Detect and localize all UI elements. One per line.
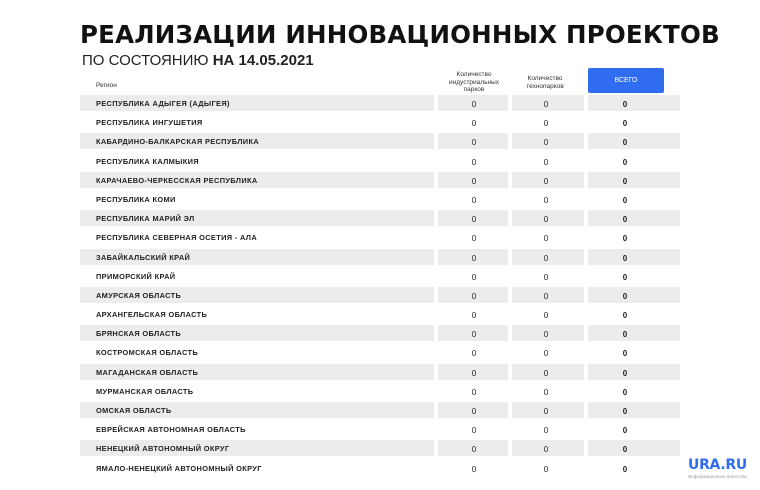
table-row [80, 267, 680, 286]
total-value: 0 [622, 138, 628, 148]
region-name: ОМСКАЯ ОБЛАСТЬ [96, 406, 172, 415]
cell-divider [508, 325, 512, 341]
cell-divider [434, 402, 438, 418]
technoparks-value: 0 [543, 272, 549, 282]
total-value: 0 [622, 253, 628, 263]
table-row [80, 209, 680, 228]
cell-divider [584, 268, 588, 284]
cell-divider [584, 172, 588, 188]
cell-divider [584, 210, 588, 226]
cell-divider [584, 95, 588, 111]
industrial-parks-value: 0 [471, 311, 477, 321]
technoparks-value: 0 [543, 119, 549, 129]
industrial-parks-value: 0 [471, 215, 477, 225]
region-name: БРЯНСКАЯ ОБЛАСТЬ [96, 329, 182, 339]
total-value: 0 [622, 426, 628, 436]
cell-divider [434, 344, 438, 360]
cell-divider [508, 344, 512, 360]
region-name: АРХАНГЕЛЬСКАЯ ОБЛАСТЬ [96, 310, 208, 320]
page-title: РЕАЛИЗАЦИИ ИННОВАЦИОННЫХ ПРОЕКТОВ [80, 20, 720, 49]
cell-divider [434, 114, 438, 130]
brand-tagline: Информационное агентство [688, 474, 748, 479]
technoparks-value: 0 [543, 253, 549, 263]
cell-divider [508, 95, 512, 111]
industrial-parks-value: 0 [471, 100, 477, 109]
cell-divider [508, 210, 512, 226]
cell-divider [508, 172, 512, 188]
technoparks-value: 0 [543, 330, 549, 340]
cell-divider [434, 268, 438, 284]
region-name: РЕСПУБЛИКА СЕВЕРНАЯ ОСЕТИЯ - АЛА [96, 233, 258, 243]
cell-divider [584, 325, 588, 341]
cell-divider [584, 287, 588, 303]
industrial-parks-value: 0 [471, 291, 477, 301]
industrial-parks-value: 0 [471, 253, 477, 263]
industrial-parks-value: 0 [471, 176, 477, 186]
industrial-parks-value: 0 [471, 119, 477, 129]
region-name: ЯМАЛО-НЕНЕЦКИЙ АВТОНОМНЫЙ ОКРУГ [96, 463, 262, 473]
table-row [80, 439, 680, 458]
total-value: 0 [622, 176, 628, 186]
technoparks-value: 0 [543, 368, 549, 378]
cell-divider [508, 402, 512, 418]
table-row [80, 286, 680, 305]
cell-divider [434, 364, 438, 380]
region-name: РЕСПУБЛИКА ИНГУШЕТИЯ [96, 118, 203, 128]
industrial-parks-value: 0 [471, 445, 477, 455]
cell-divider [584, 229, 588, 245]
cell-divider [584, 153, 588, 169]
total-value: 0 [622, 119, 628, 129]
cell-divider [508, 133, 512, 149]
cell-divider [508, 383, 512, 399]
table-row [80, 190, 680, 209]
table-row [80, 420, 680, 439]
cell-divider [508, 306, 512, 322]
technoparks-value: 0 [543, 157, 549, 167]
subtitle-prefix: ПО СОСТОЯНИЮ [82, 52, 213, 69]
cell-divider [434, 210, 438, 226]
cell-divider [508, 153, 512, 169]
technoparks-value: 0 [543, 387, 549, 397]
region-name: ЕВРЕЙСКАЯ АВТОНОМНАЯ ОБЛАСТЬ [96, 425, 246, 435]
cell-divider [508, 268, 512, 284]
cell-divider [434, 440, 438, 456]
cell-divider [508, 114, 512, 130]
table-row [80, 305, 680, 324]
table-row [80, 324, 680, 343]
industrial-parks-value: 0 [471, 330, 477, 340]
technoparks-value: 0 [543, 445, 549, 455]
technoparks-value: 0 [543, 100, 549, 109]
table-row [80, 382, 680, 401]
region-name: ЗАБАЙКАЛЬСКИЙ КРАЙ [96, 252, 191, 262]
table-row [80, 459, 680, 478]
table-row [80, 132, 680, 151]
region-name: РЕСПУБЛИКА КАЛМЫКИЯ [96, 156, 199, 166]
cell-divider [584, 344, 588, 360]
industrial-parks-value: 0 [471, 387, 477, 397]
cell-divider [508, 364, 512, 380]
industrial-parks-value: 0 [471, 157, 477, 167]
cell-divider [434, 325, 438, 341]
cell-divider [434, 421, 438, 437]
cell-divider [434, 287, 438, 303]
region-name: АМУРСКАЯ ОБЛАСТЬ [96, 290, 182, 300]
cell-divider [584, 421, 588, 437]
subtitle-date: НА 14.05.2021 [212, 52, 314, 69]
table-row [80, 248, 680, 267]
technoparks-value: 0 [543, 349, 549, 359]
cell-divider [584, 191, 588, 207]
total-value: 0 [622, 311, 628, 321]
total-value: 0 [622, 445, 628, 455]
total-value: 0 [622, 215, 628, 225]
total-value: 0 [622, 100, 628, 109]
technoparks-value: 0 [543, 291, 549, 301]
total-value: 0 [622, 349, 628, 359]
table-row [80, 94, 680, 113]
page-subtitle [82, 52, 314, 69]
cell-divider [584, 249, 588, 265]
region-name: ПРИМОРСКИЙ КРАЙ [96, 271, 176, 281]
technoparks-value: 0 [543, 464, 549, 474]
cell-divider [434, 153, 438, 169]
region-name: РЕСПУБЛИКА КОМИ [96, 194, 176, 204]
region-name: НЕНЕЦКИЙ АВТОНОМНЫЙ ОКРУГ [96, 444, 230, 454]
total-value: 0 [622, 291, 628, 301]
technoparks-value: 0 [543, 138, 549, 148]
industrial-parks-value: 0 [471, 272, 477, 282]
cell-divider [508, 249, 512, 265]
industrial-parks-value: 0 [471, 195, 477, 205]
table-row [80, 363, 680, 382]
cell-divider [508, 287, 512, 303]
table-row [80, 113, 680, 132]
region-name: РЕСПУБЛИКА МАРИЙ ЭЛ [96, 214, 195, 224]
cell-divider [508, 191, 512, 207]
cell-divider [434, 133, 438, 149]
region-name: КАРАЧАЕВО-ЧЕРКЕССКАЯ РЕСПУБЛИКА [96, 175, 258, 185]
cell-divider [434, 172, 438, 188]
cell-divider [584, 114, 588, 130]
cell-divider [508, 440, 512, 456]
industrial-parks-value: 0 [471, 426, 477, 436]
table-row [80, 152, 680, 171]
cell-divider [584, 440, 588, 456]
table-row [80, 171, 680, 190]
cell-divider [434, 229, 438, 245]
technoparks-value: 0 [543, 234, 549, 244]
column-header-total: ВСЕГО [588, 68, 664, 93]
technoparks-value: 0 [543, 176, 549, 186]
region-name: КОСТРОМСКАЯ ОБЛАСТЬ [96, 348, 199, 358]
brand-logo: URA.RU [688, 457, 747, 473]
total-value: 0 [622, 407, 628, 416]
table-row [80, 343, 680, 362]
total-value: 0 [622, 330, 628, 340]
cell-divider [584, 364, 588, 380]
industrial-parks-value: 0 [471, 368, 477, 378]
technoparks-value: 0 [543, 426, 549, 436]
cell-divider [584, 460, 588, 476]
region-name: РЕСПУБЛИКА АДЫГЕЯ (АДЫГЕЯ) [96, 99, 230, 108]
total-value: 0 [622, 234, 628, 244]
cell-divider [584, 383, 588, 399]
cell-divider [508, 229, 512, 245]
technoparks-value: 0 [543, 215, 549, 225]
total-value: 0 [622, 387, 628, 397]
industrial-parks-value: 0 [471, 138, 477, 148]
cell-divider [434, 249, 438, 265]
cell-divider [584, 133, 588, 149]
cell-divider [434, 383, 438, 399]
column-header-region: Регион [96, 82, 117, 89]
industrial-parks-value: 0 [471, 234, 477, 244]
total-value: 0 [622, 195, 628, 205]
total-value: 0 [622, 272, 628, 282]
industrial-parks-value: 0 [471, 349, 477, 359]
table-row [80, 228, 680, 247]
total-value: 0 [622, 157, 628, 167]
total-value: 0 [622, 368, 628, 378]
technoparks-value: 0 [543, 195, 549, 205]
cell-divider [584, 306, 588, 322]
technoparks-value: 0 [543, 311, 549, 321]
table-body [80, 94, 680, 478]
cell-divider [434, 191, 438, 207]
cell-divider [434, 95, 438, 111]
industrial-parks-value: 0 [471, 407, 477, 416]
cell-divider [584, 402, 588, 418]
cell-divider [508, 421, 512, 437]
cell-divider [434, 460, 438, 476]
table-header [80, 68, 680, 94]
technoparks-value: 0 [543, 407, 549, 416]
column-header-technoparks: Количество технопарков [526, 75, 564, 90]
region-name: МАГАДАНСКАЯ ОБЛАСТЬ [96, 367, 199, 377]
industrial-parks-value: 0 [471, 464, 477, 474]
cell-divider [508, 460, 512, 476]
region-name: КАБАРДИНО-БАЛКАРСКАЯ РЕСПУБЛИКА [96, 137, 260, 147]
column-header-industrial-parks: Количество индустриальных парков [449, 71, 499, 93]
table-row [80, 401, 680, 420]
cell-divider [434, 306, 438, 322]
region-name: МУРМАНСКАЯ ОБЛАСТЬ [96, 386, 194, 396]
total-value: 0 [622, 464, 628, 474]
